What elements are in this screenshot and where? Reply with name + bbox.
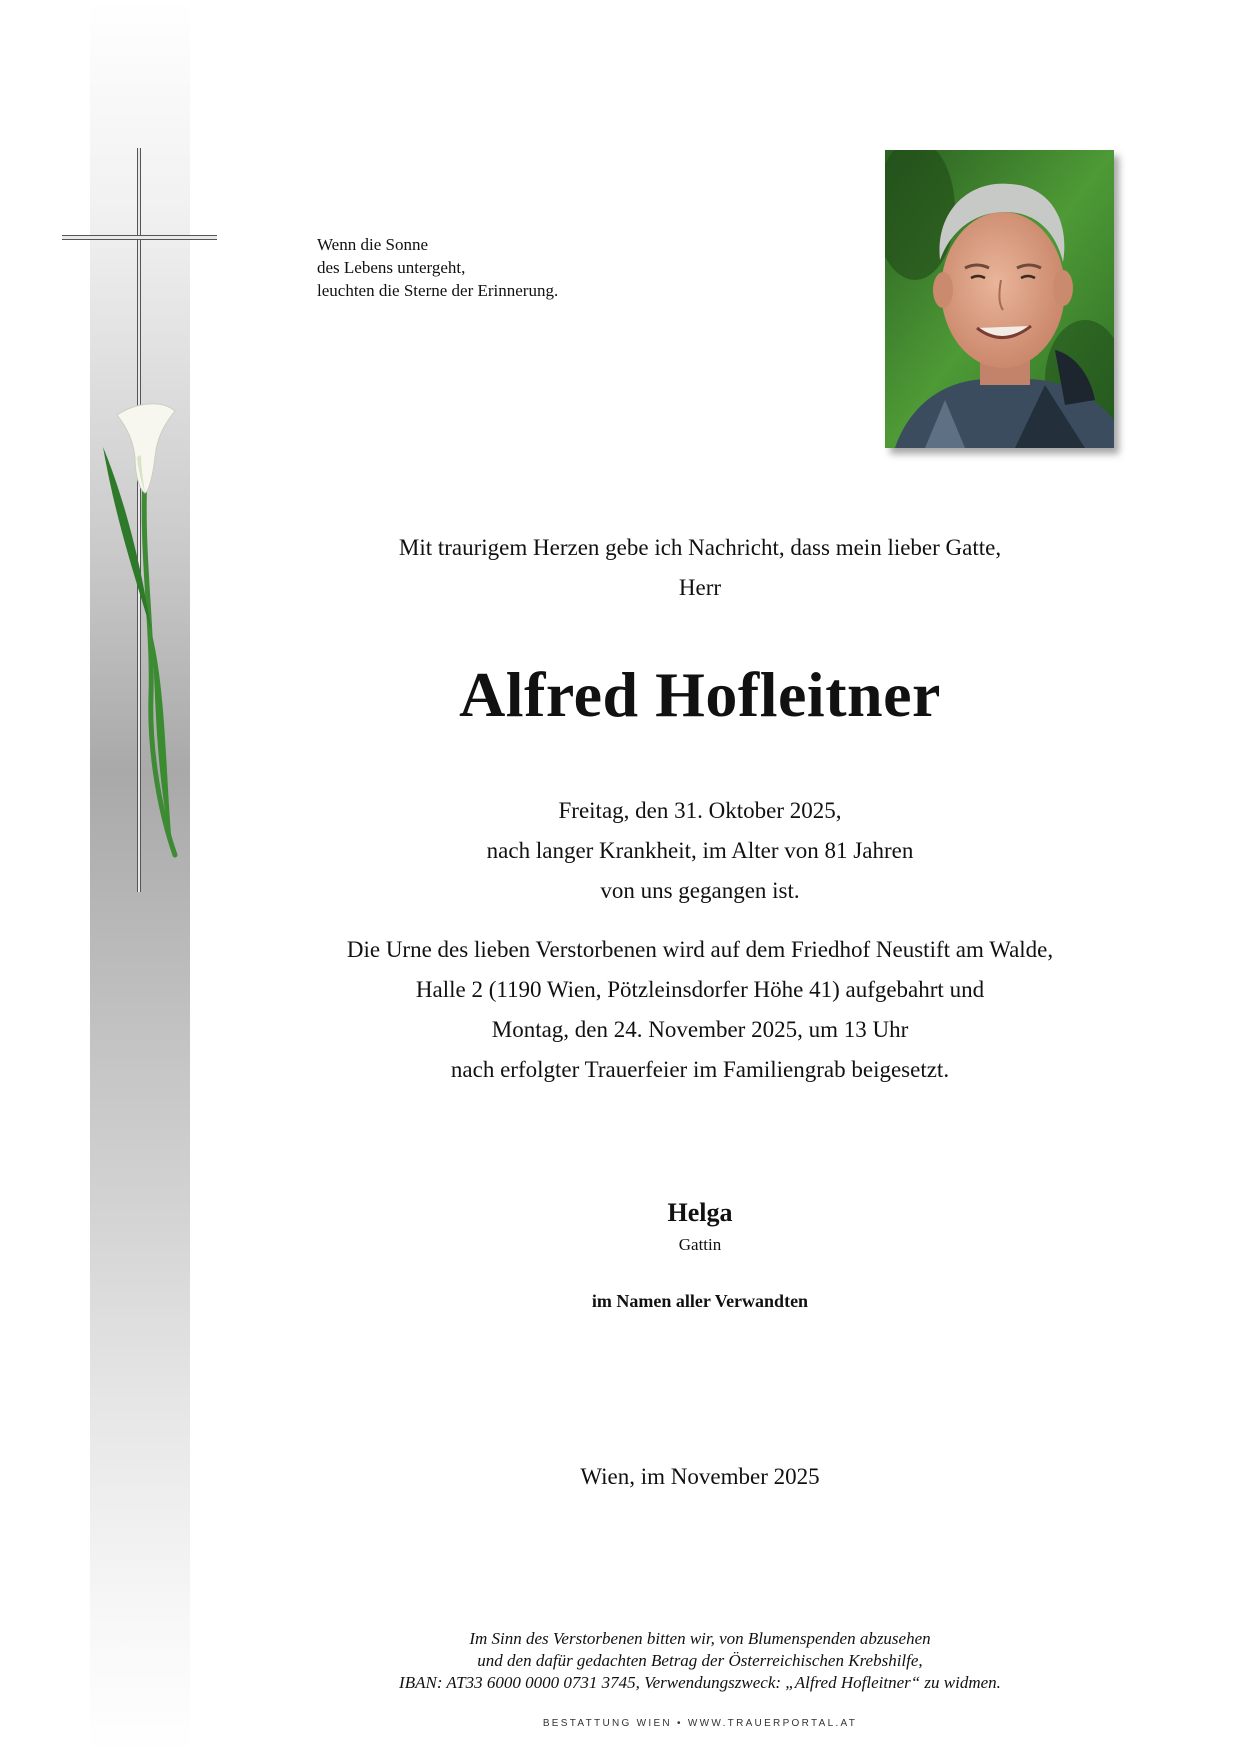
passing-line: von uns gegangen ist. [600, 878, 800, 903]
cross-icon-horizontal-bar [62, 235, 217, 240]
intro-text [240, 528, 1160, 608]
intro-line: Herr [678, 575, 722, 600]
portrait-image [885, 150, 1114, 448]
intro-line: Mit traurigem Herzen gebe ich Nachricht, dass mein lieber Gatte, [398, 535, 1002, 560]
place-date: Wien, im November 2025 [580, 1464, 820, 1489]
passing-line: nach langer Krankheit, im Alter von 81 Jahren [486, 838, 914, 863]
burial-text [240, 930, 1160, 1090]
motto-line: des Lebens untergeht, [317, 258, 466, 277]
donation-line: und den dafür gedachten Betrag der Österreichischen Krebshilfe, [477, 1651, 923, 1670]
motto-line: leuchten die Sterne der Erinnerung. [317, 281, 559, 300]
portrait-photo [885, 150, 1114, 448]
calla-lily-icon [95, 395, 185, 875]
motto-quote [317, 233, 677, 302]
burial-line: Halle 2 (1190 Wien, Pötzleinsdorfer Höhe 41) aufgebahrt und [415, 977, 985, 1002]
burial-line: Die Urne des lieben Verstorbenen wird auf dem Friedhof Neustift am Walde, [346, 937, 1054, 962]
passing-line: Freitag, den 31. Oktober 2025, [558, 798, 842, 823]
mourner-role: Gattin [678, 1235, 722, 1254]
footer-credit: BESTATTUNG WIEN • WWW.TRAUERPORTAL.AT [542, 1718, 858, 1729]
donation-line: IBAN: AT33 6000 0000 0731 3745, Verwendungszweck: „Alfred Hofleitner“ zu widmen. [399, 1673, 1001, 1692]
deceased-name: Alfred Hofleitner [459, 659, 941, 730]
motto-line: Wenn die Sonne [317, 235, 428, 254]
passing-text [240, 791, 1160, 911]
mourner-name: Helga [667, 1198, 733, 1227]
donation-note [240, 1628, 1160, 1694]
behalf-note: im Namen aller Verwandten [591, 1291, 809, 1311]
donation-line: Im Sinn des Verstorbenen bitten wir, von Blumenspenden abzusehen [469, 1629, 931, 1648]
burial-line: Montag, den 24. November 2025, um 13 Uhr [491, 1017, 909, 1042]
burial-line: nach erfolgter Trauerfeier im Familiengrab beigesetzt. [450, 1057, 950, 1082]
